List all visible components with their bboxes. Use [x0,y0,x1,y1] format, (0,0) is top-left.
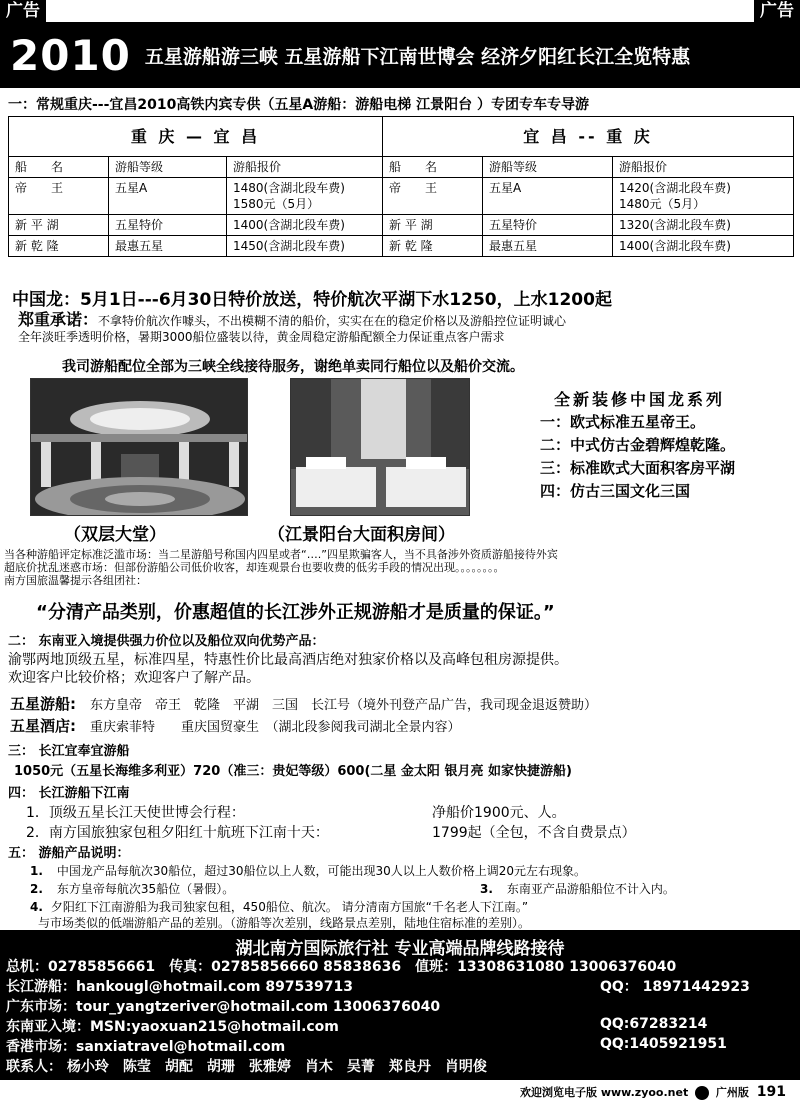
hotels-label: 五星酒店: [10,717,76,735]
contact-persons: 联系人： 杨小玲 陈莹 胡配 胡珊 张雅婷 肖木 吴菁 郑良丹 肖明俊 [6,1059,487,1075]
ships-list: 东方皇帝 帝王 乾隆 平湖 三国 长江号（境外刊登产品广告，我司现金退返赞助） [90,698,598,713]
warning-line: 南方国旅温馨提示各组团社： [4,574,147,587]
col-price: 游船报价 [227,157,383,178]
cell-price: 1400(含湖北段车费) [613,236,794,257]
hotels-list: 重庆索菲特 重庆国贸豪生 （湖北段参阅我司湖北全景内容） [90,720,461,735]
list-number: 1. [30,864,43,878]
list-number: 3. [480,882,493,896]
room-caption: （江景阳台大面积房间） [268,525,455,545]
list-item [480,880,675,897]
route-header-down: 重 庆 — 宜 昌 [9,117,383,157]
section3-line: 1050元（五星长海维多利亚）720（准三：贵妃等级）600(二星 金太阳 银月亮 如家快捷游船) [14,764,572,779]
promo-headline: 中国龙：5月1日---6月30日特价放送，特价航次平湖下水1250，上水1200起 [12,290,612,310]
agency-name: 湖北南方国际旅行社 专业高端品牌线路接待 [235,939,565,959]
col-price: 游船报价 [613,157,794,178]
cell-ship: 帝 王 [383,178,483,215]
promise-line2: 全年淡旺季透明价格，暑期3000船位盛装以待，黄金周稳定游船配额全力保证重点客户需求 [18,330,505,344]
cell-ship: 新 乾 隆 [383,236,483,257]
cell-ship: 新 平 湖 [9,215,109,236]
section1-title: 一：常规重庆---宜昌2010高铁内宾专供（五星A游船：游船电梯 江景阳台 ）专团专车专导游 [8,97,589,113]
list-item: 一：欧式标准五星帝王。 [540,413,706,431]
fare-table [8,116,794,257]
section3-title: 三： 长江宜奉宜游船 [8,744,130,759]
cell-ship: 新 乾 隆 [9,236,109,257]
ad-tag-right: 广告 [754,0,800,22]
contact-guangdong: 广东市场：tour_yangtzeriver@hotmail.com 13006376040 [6,999,441,1015]
section4-title: 四： 长江游船下江南 [8,786,130,801]
contact-phones: 总机：02785856661 传真：02785856660 85838636 值班：13308631080 13006376040 [6,959,677,975]
list-text: 夕阳红下江南游船为我司独家包租，450船位、航次。 请分清南方国旅“千名老人下江南。” [50,900,529,914]
warning-line: 当各种游船评定标准泛滥市场：当二星游船号称国内四星或者“….”四星欺骗客人，当不具备涉外资质游船接待外宾 [4,548,558,561]
list-item: 二：中式仿古金碧辉煌乾隆。 [540,436,736,454]
list-item [30,880,234,897]
cell-ship: 帝 王 [9,178,109,215]
contact-yangtze: 长江游船：hankougl@hotmail.com 897539713 [6,979,353,995]
section4-item2: 2．南方国旅独家包租夕阳红十航班下江南十天： [26,825,329,841]
cell-price: 1400(含湖北段车费) [227,215,383,236]
cell-price: 1450(含湖北段车费) [227,236,383,257]
col-grade: 游船等级 [109,157,227,178]
col-ship: 船 名 [383,157,483,178]
series-list [540,388,735,503]
quality-quote: “分清产品类别，价惠超值的长江涉外正规游船才是质量的保证。” [36,602,555,623]
contact-southeast-asia: 东南亚入境：MSN:yaoxuan215@hotmail.com [6,1019,339,1035]
price-line: 1420(含湖北段车费) [619,181,731,195]
list-number: 4. [30,900,43,914]
list-item: 三：标准欧式大面积客房平湖 [540,459,736,477]
section5-title: 五： 游船产品说明： [8,846,130,861]
footer [520,1084,786,1100]
ad-tag-left: 广告 [0,0,46,22]
section2-title: 二： 东南亚入境提供强力价位以及船位双向优势产品： [8,634,325,649]
price-line: 1480(含湖北段车费) [233,181,345,195]
contact-southeast-asia-qq: QQ:67283214 [600,1016,708,1032]
section4-price2: 1799起（全包，不含自费景点） [432,825,636,841]
table-row [9,236,794,257]
price-line: 1580元（5月） [233,197,320,211]
cell-grade: 最惠五星 [109,236,227,257]
list-text: 东南亚产品游船船位不计入内。 [506,882,675,896]
cell-grade: 五星特价 [109,215,227,236]
warning-line: 超底价扰乱迷惑市场：但部份游船公司低价收客，却连观景台也要收费的低劣手段的情况出现。。。。。。。。 [4,561,505,574]
headline-text: 五星游船游三峡 五星游船下江南世博会 经济夕阳红长江全览特惠 [144,45,691,68]
list-item [30,862,586,879]
cell-grade: 最惠五星 [483,236,613,257]
headline-banner [0,22,800,88]
col-ship: 船 名 [9,157,109,178]
section4-item1: 1．顶级五星长江天使世博会行程： [26,805,245,821]
col-grade: 游船等级 [483,157,613,178]
section4-price1: 净船价1900元、人。 [432,805,566,821]
cell-ship: 新 平 湖 [383,215,483,236]
lobby-photo [30,378,248,516]
contact-hongkong-qq: QQ:1405921951 [600,1036,727,1052]
list-text: 东方皇帝每航次35船位（暑假）。 [56,882,235,896]
warning-block [4,548,798,587]
list-item [30,898,528,915]
logo-icon [695,1086,709,1100]
table-row [9,178,794,215]
footer-edition: 广州版 [715,1086,749,1099]
lobby-caption: （双层大堂） [64,525,166,545]
headline-year: 2010 [10,30,131,80]
cell-price: 1320(含湖北段车费) [613,215,794,236]
route-header-up: 宜 昌 -- 重 庆 [383,117,794,157]
section2-line2: 欢迎客户比较价格；欢迎客户了解产品。 [8,670,260,686]
footer-text: 欢迎浏览电子版 www.zyoo.net [520,1086,689,1099]
price-line: 1480元（5月） [619,197,706,211]
list-number: 2. [30,882,43,896]
cell-grade: 五星A [483,178,613,215]
cell-grade: 五星A [109,178,227,215]
room-photo [290,378,470,516]
cell-grade: 五星特价 [483,215,613,236]
contact-yangtze-qq: QQ： 18971442923 [600,979,750,995]
promise-line1: 不拿特价航次作噱头，不出模糊不清的船价，实实在在的稳定价格以及游船控位证明诚心 [98,314,567,328]
cell-price [227,178,383,215]
series-title: 全新装修中国龙系列 [554,390,726,409]
list-item-continued: 与市场类似的低端游船产品的差别。（游船等次差别，线路景点差别，陆地住宿标准的差别）。 [38,916,531,930]
page-number: 191 [756,1084,786,1100]
ships-label: 五星游船: [10,695,76,713]
list-text: 中国龙产品每航次30船位，超过30船位以上人数，可能出现30人以上人数价格上调20元左右现象。 [56,864,587,878]
promise-block [18,312,798,345]
table-row [9,215,794,236]
contact-block [0,930,800,1080]
five-star-ships [10,693,597,714]
list-item: 四：仿古三国文化三国 [540,482,691,500]
section2-line1: 渝鄂两地顶级五星，标准四星，特惠性价比最高酒店绝对独家价格以及高峰包租房源提供。 [8,652,568,668]
five-star-hotels [10,715,461,736]
contact-hongkong: 香港市场：sanxiatravel@hotmail.com [6,1039,286,1055]
promise-label: 郑重承诺： [18,310,99,329]
partner-note: 我司游船配位全部为三峡全线接待服务，谢绝单卖同行船位以及船价交流。 [62,359,524,375]
cell-price [613,178,794,215]
